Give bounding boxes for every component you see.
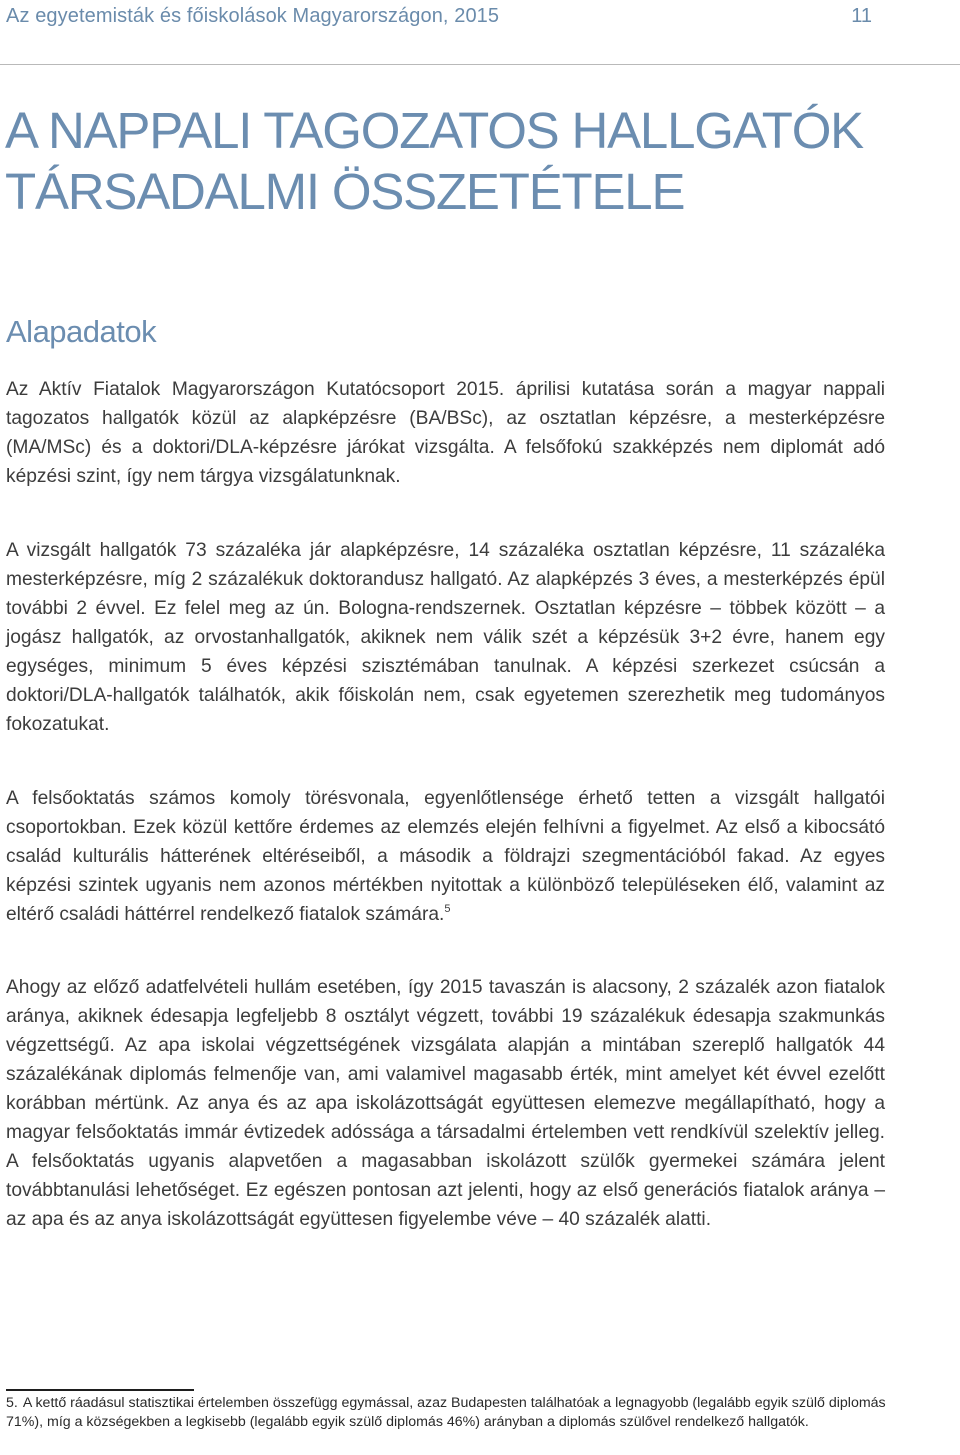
section-heading: Alapadatok <box>6 314 157 349</box>
paragraph-4: Ahogy az előző adatfelvételi hullám esetében, így 2015 tavaszán is alacsony, 2 százalék azon fiatalok aránya, akiknek édesapja legfeljebb 8 osztályt végzett, további 19 százalékuk édesapja szakmunkás végzettségű. Az apa iskolai végzettségének vizsgálata alapján a mintában szereplő hallgatók 44 százalékának diplomás felmenője van, ami valamivel magasabb érték, mint amelyet két évvel ezelőtt korábban mértünk. Az anya és az apa iskolázottságát együttesen elemezve megállapítható, hogy a magyar felsőoktatás immár évtizedek adóssága a társadalmi értelemben vett rendkívül szelektív jelleg. A felsőoktatás ugyanis alapvetően a magasabban iskolázott szülők gyermekei számára jelent továbbtanulási lehetőséget. Ez egészen pontosan azt jelenti, hogy az első generációs fiatalok aránya – az apa és az anya iskolázottságát együttesen figyelembe véve – 40 százalék alatti. <box>6 977 885 1230</box>
paragraph-2: A vizsgált hallgatók 73 százaléka jár alapképzésre, 14 százaléka osztatlan képzésre, 11 százaléka mesterképzésre, míg 2 százalékuk doktorandusz hallgató. Az alapképzés 3 éves, a mesterképzés épül további 2 évvel. Ez felel meg az ún. Bologna-rendszernek. Osztatlan képzésre – többek között – a jogász hallgatók, az orvostanhallgatók, akiknek nem válik szét a képzésük 3+2 évre, hanem egy egységes, minimum 5 éves képzési szisztémában tanulnak. A képzési szerkezet csúcsán a doktori/DLA-hallgatók találhatók, akik főiskolán nem, csak egyetemen szerezhetik meg tudományos fokozatukat. <box>6 540 885 735</box>
chapter-title <box>5 100 905 222</box>
running-header <box>0 0 960 34</box>
chapter-title-line-1: A NAPPALI TAGOZATOS HALLGATÓK <box>5 102 863 159</box>
chapter-title-line-2: TÁRSADALMI ÖSSZETÉTELE <box>5 163 685 220</box>
page-number: 11 <box>851 5 872 27</box>
running-header-title: Az egyetemisták és főiskolások Magyarországon, 2015 <box>6 5 500 27</box>
paragraph-3 <box>6 784 885 929</box>
header-divider <box>0 64 960 65</box>
footnote <box>6 1394 886 1432</box>
paragraph-3-text: A felsőoktatás számos komoly törésvonala, egyenlőtlensége érhető tetten a vizsgált hallgatói csoportokban. Ezek közül kettőre érdemes az elemzés elején felhívni a figyelmet. Az első a kibocsátó család kulturális hátterének eltéréseiből, a második a földrajzi szegmentációból fakad. Az egyes képzési szintek ugyanis nem azonos mértékben nyitottak a különböző településeken élő, valamint az eltérő családi háttérrel rendelkező fiatalok számára. <box>6 788 885 925</box>
paragraph-1: Az Aktív Fiatalok Magyarországon Kutatócsoport 2015. áprilisi kutatása során a magyar nappali tagozatos hallgatók közül az alapképzésre (BA/BSc), az osztatlan képzésre, a mesterképzésre (MA/MSc) és a doktori/DLA-képzésre járókat vizsgálta. A felsőfokú szakképzés nem diplomát adó képzési szint, így nem tárgya vizsgálatunknak. <box>6 379 885 487</box>
footnote-text: A kettő ráadásul statisztikai értelemben összefügg egymással, azaz Budapesten találhatóak a legnagyobb (legalább egyik szülő diplomás 71%), míg a községekben a legkisebb (legalább egyik szülő diplomás 46%) arányban a diplomás szülővel rendelkező hallgatók. <box>6 1395 886 1430</box>
footnote-divider <box>6 1389 194 1391</box>
footnote-number: 5. <box>6 1395 18 1411</box>
footnote-reference[interactable]: 5 <box>444 903 451 915</box>
